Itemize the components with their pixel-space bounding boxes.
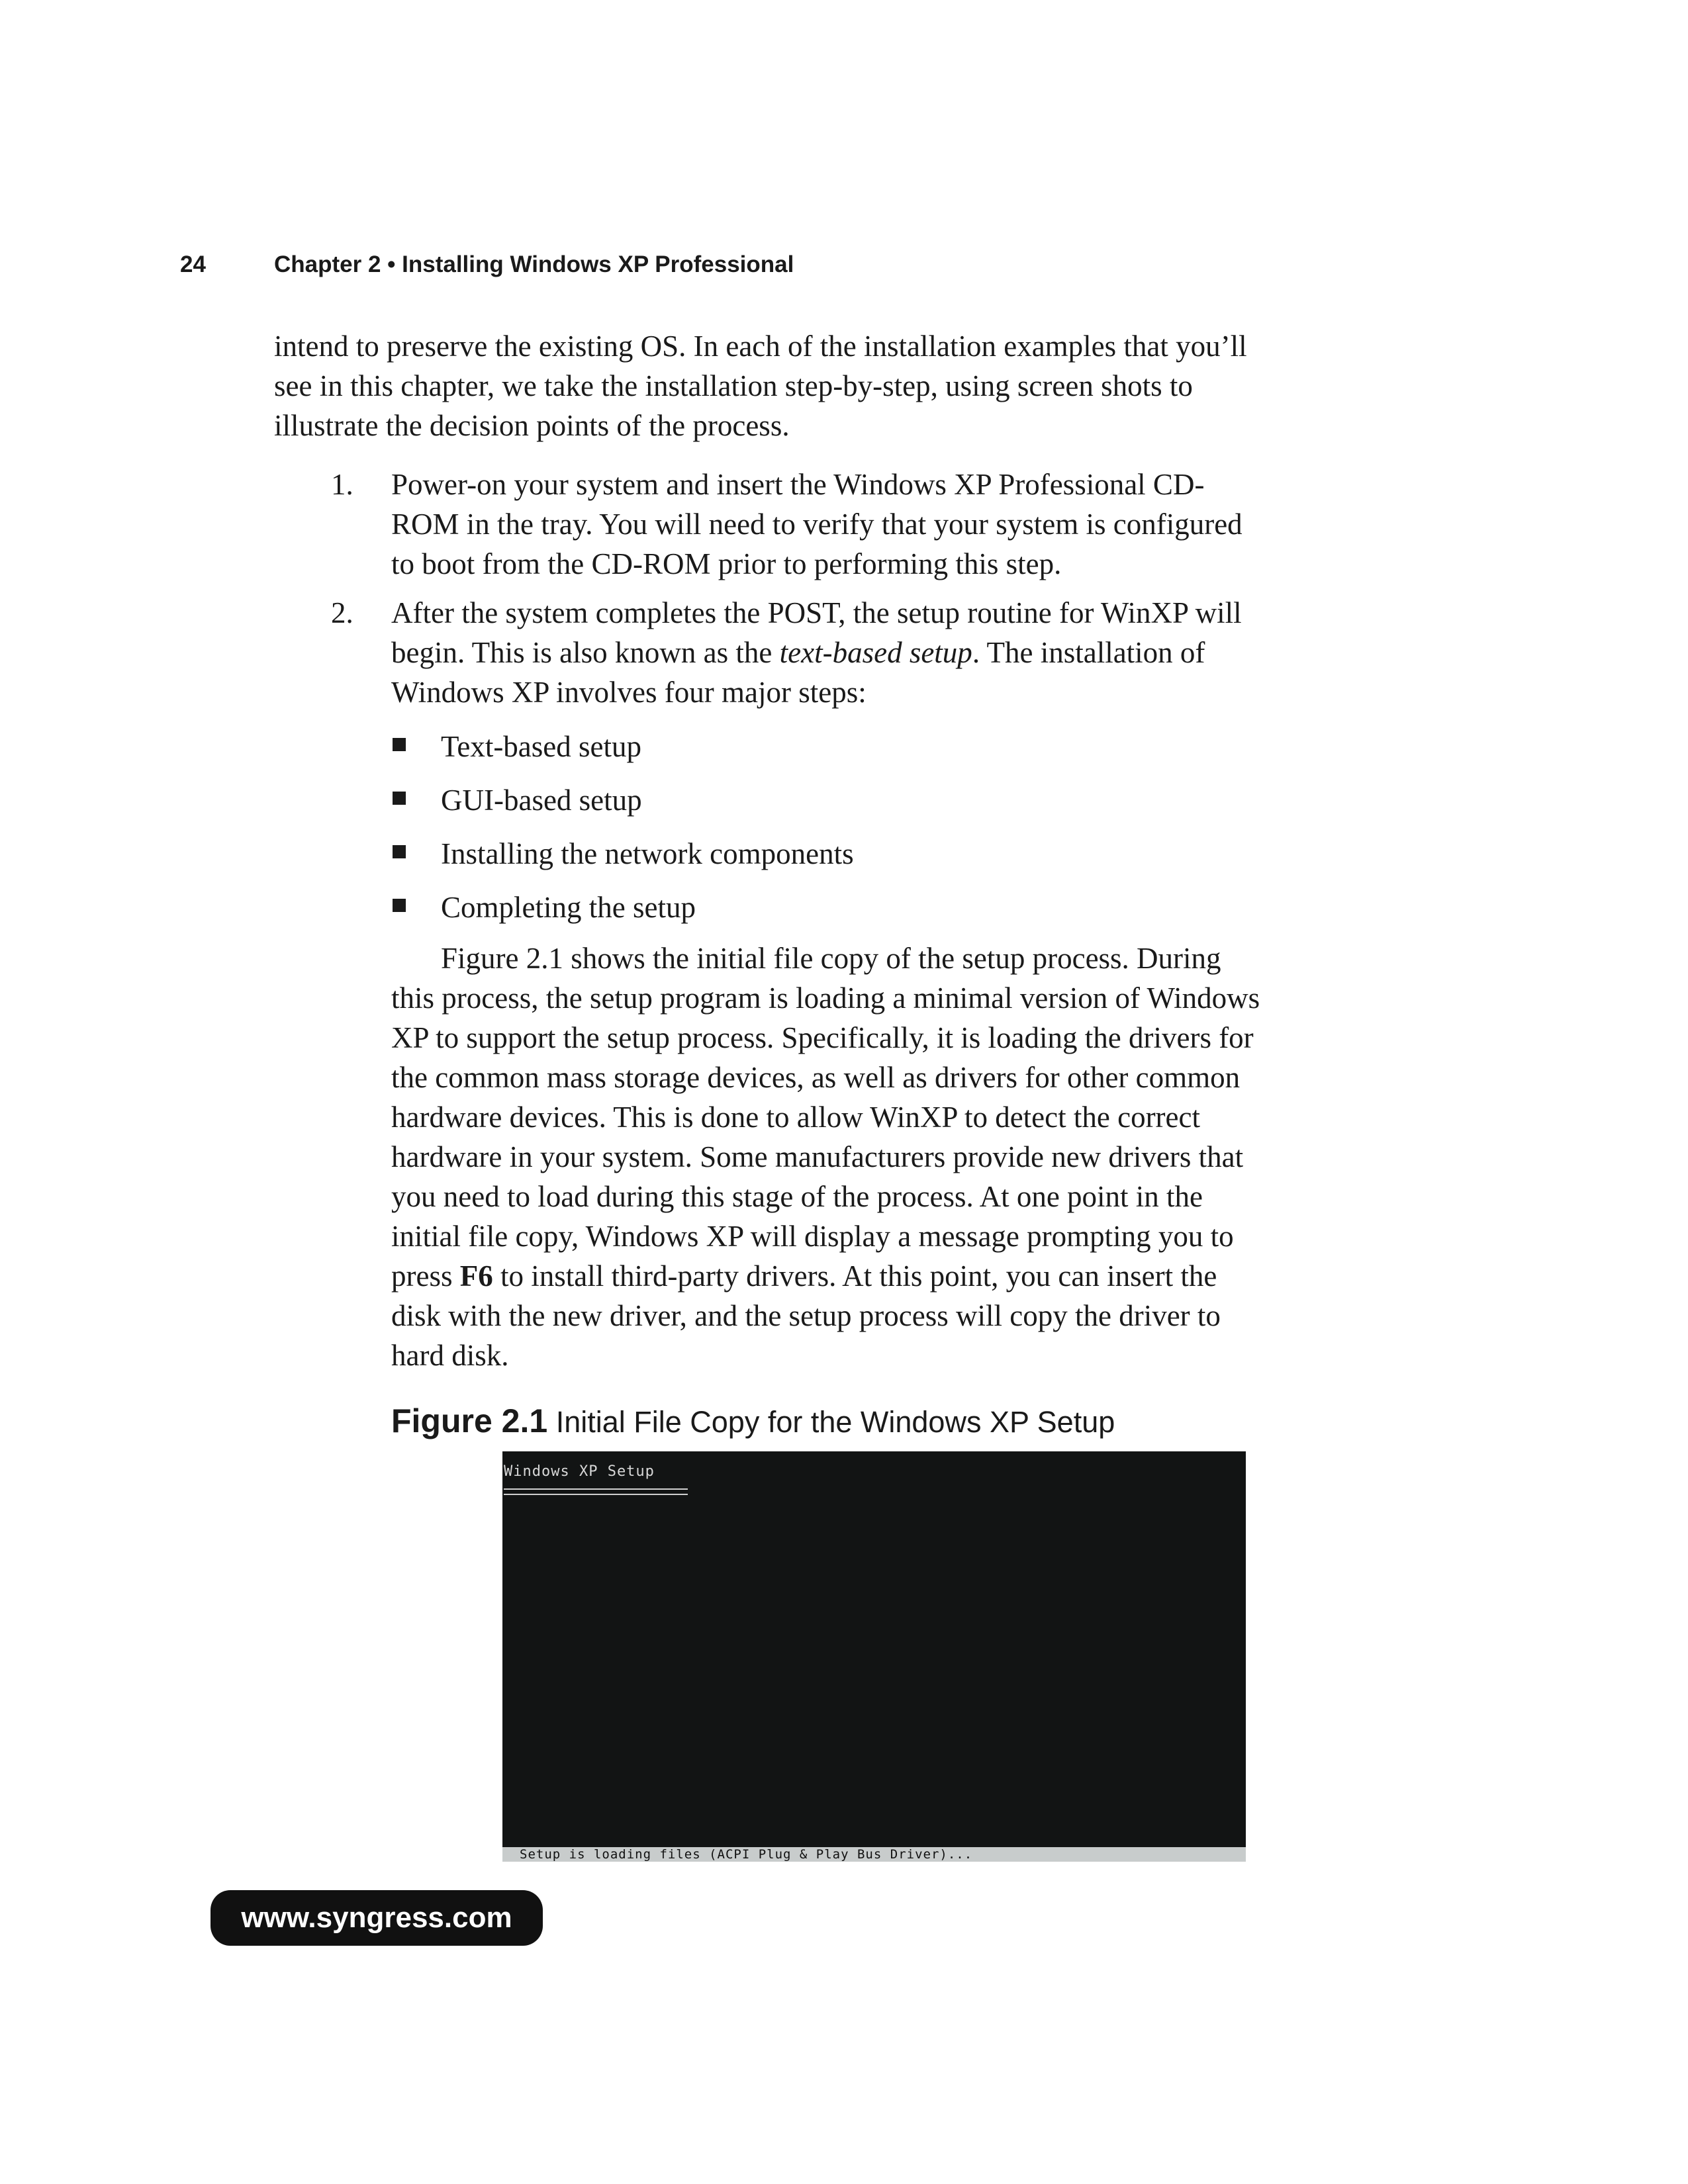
paragraph-line [391,938,1364,978]
list-item [391,834,854,887]
major-steps-list [391,727,854,941]
step-1 [331,465,1364,584]
paragraph-line [391,1256,1364,1296]
paragraph-text: press [391,1259,460,1293]
setup-status-text: Setup is loading files (ACPI Plug & Play Bus Driver)... [520,1847,973,1862]
step-text: . The installation of [972,636,1205,669]
title-underline [504,1488,688,1495]
paragraph-line: disk with the new driver, and the setup process will copy the driver to [391,1299,1221,1332]
paragraph-line: initial file copy, Windows XP will display a message prompting you to [391,1220,1234,1253]
emphasis-term: text-based setup [779,636,972,669]
list-item-label: Installing the network components [441,837,854,870]
intro-line: see in this chapter, we take the installation step-by-step, using screen shots to [274,369,1193,402]
figure-caption-text: Initial File Copy for the Windows XP Setup [555,1405,1115,1439]
step-line: Windows XP involves four major steps: [391,676,867,709]
chapter-header: Chapter 2 • Installing Windows XP Professional [274,251,794,277]
key-name: F6 [459,1259,493,1293]
list-item [391,887,854,941]
step-number: 1. [331,468,353,501]
setup-screen-title: Windows XP Setup [504,1463,655,1480]
bullet-square-icon [393,738,406,751]
paragraph-line: XP to support the setup process. Specifically, it is loading the drivers for [391,1021,1254,1054]
list-item-label: GUI-based setup [441,784,642,817]
step-line: to boot from the CD-ROM prior to performing this step. [391,547,1062,580]
intro-line: intend to preserve the existing OS. In each of the installation examples that you’ll [274,330,1247,363]
paragraph-line: the common mass storage devices, as well as drivers for other common [391,1061,1241,1094]
paragraph-text: Figure 2.1 shows the initial file copy of the setup process. During [441,942,1221,975]
list-item-label: Completing the setup [441,891,696,924]
step-number: 2. [331,596,353,629]
intro-line: illustrate the decision points of the process. [274,409,790,442]
step-line [391,633,1364,672]
page-number: 24 [180,251,206,277]
paragraph-line: this process, the setup program is loading a minimal version of Windows [391,981,1260,1015]
bullet-square-icon [393,845,406,858]
list-item [391,727,854,780]
step-line: Power-on your system and insert the Windows XP Professional CD- [391,468,1205,501]
paragraph-text: to install third-party drivers. At this point, you can insert the [492,1259,1217,1293]
list-item [391,780,854,834]
step-line: After the system completes the POST, the setup routine for WinXP will [391,596,1242,629]
setup-screenshot [502,1451,1246,1862]
bullet-square-icon [393,792,406,805]
step-text: begin. This is also known as the [391,636,780,669]
intro-paragraph [274,326,1360,445]
paragraph-line: hardware in your system. Some manufacturers provide new drivers that [391,1140,1244,1173]
bullet-square-icon [393,899,406,912]
paragraph-line: hardware devices. This is done to allow WinXP to detect the correct [391,1101,1200,1134]
step-2 [331,593,1364,712]
step-line: ROM in the tray. You will need to verify that your system is configured [391,508,1243,541]
figure-description-paragraph [391,938,1364,1375]
figure-label: Figure 2.1 [391,1402,548,1439]
list-item-label: Text-based setup [441,730,642,763]
figure-caption [391,1402,1115,1440]
paragraph-line: you need to load during this stage of the process. At one point in the [391,1180,1203,1213]
paragraph-line: hard disk. [391,1339,509,1372]
publisher-url: www.syngress.com [211,1890,543,1946]
setup-status-bar [502,1847,1246,1862]
